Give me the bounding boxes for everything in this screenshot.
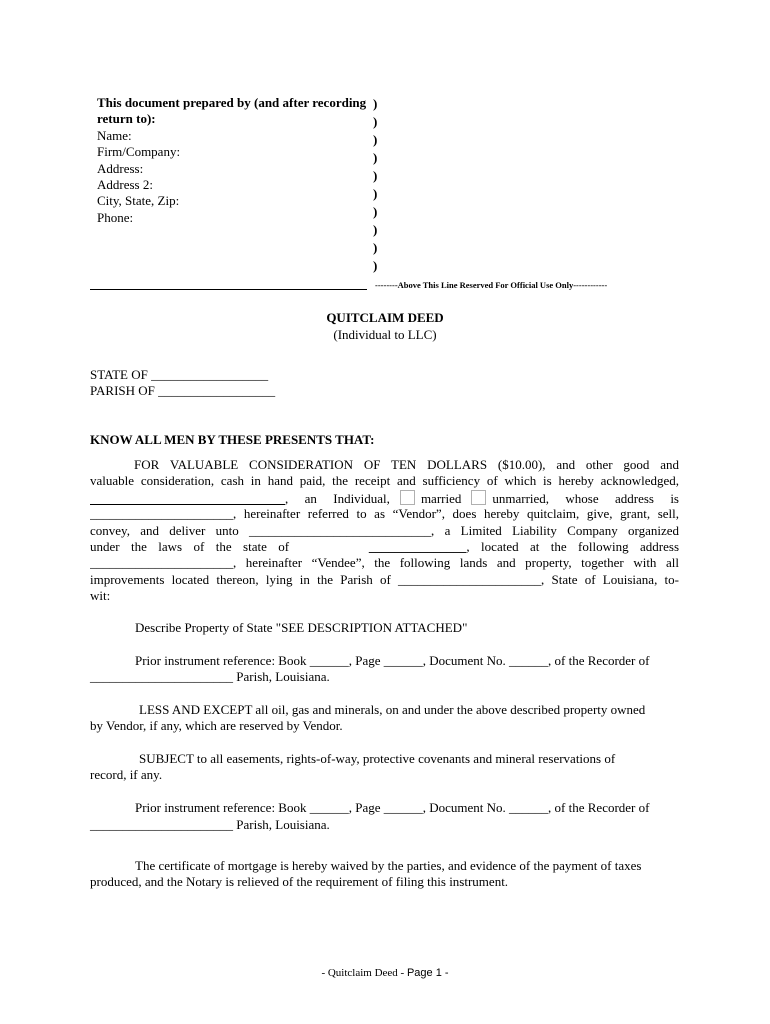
laws-of-state-text: under the laws of the state of (90, 538, 290, 554)
page-footer (0, 965, 770, 981)
paren: ) (373, 150, 378, 165)
field-firm: Firm/Company: (97, 144, 181, 160)
certificate-line-a: The certificate of mortgage is hereby waived by the parties, and evidence of the payment of taxes (135, 858, 642, 873)
field-name: Name: (97, 127, 132, 143)
footer-doc-name: - Quitclaim Deed - (321, 967, 407, 979)
document-subtitle: (Individual to LLC) (333, 327, 437, 342)
unmarried-label: unmarried, whose address is (492, 490, 679, 506)
vendor-name-blank: ______________________________ (90, 490, 285, 506)
bracket-column (373, 95, 385, 275)
consideration-line-1: FOR VALUABLE CONSIDERATION OF TEN DOLLARS ($10.00), and other good and (134, 457, 679, 472)
paren: ) (373, 186, 378, 201)
prior-reference-1-line-b: ______________________ Parish, Louisiana. (90, 669, 330, 684)
know-all-heading: KNOW ALL MEN BY THESE PRESENTS THAT: (90, 432, 375, 447)
consideration-line-6 (90, 539, 679, 555)
located-at-text: , located at the following address (466, 538, 679, 554)
consideration-line-2: valuable consideration, cash in hand paid, the receipt and sufficiency of which is hereby acknowledged, (90, 473, 679, 489)
paren: ) (373, 114, 378, 129)
prior-reference-1-line-a: Prior instrument reference: Book ______, Page ______, Document No. ______, of the Recorder of (135, 653, 650, 668)
subject-to-line-b: record, if any. (90, 767, 163, 782)
married-label: married (420, 490, 462, 506)
field-address-2: Address 2: (97, 177, 153, 193)
paren: ) (373, 222, 378, 237)
individual-text: , an Individual, (285, 490, 390, 506)
married-checkbox[interactable] (400, 490, 415, 505)
field-address: Address: (97, 160, 144, 176)
parish-of-line: PARISH OF __________________ (90, 383, 276, 398)
return-to-label: return to): (97, 111, 156, 127)
preparer-block (97, 95, 369, 226)
field-city-state-zip: City, State, Zip: (97, 193, 180, 209)
consideration-line-3 (90, 490, 679, 506)
less-except-line-b: by Vendor, if any, which are reserved by Vendor. (90, 718, 343, 733)
consideration-line-5: convey, and deliver unto ____________________________, a Limited Liability Company organized (90, 522, 679, 538)
state-of-line: STATE OF __________________ (90, 367, 269, 382)
official-use-note: --------Above This Line Reserved For Official Use Only------------ (375, 280, 608, 290)
consideration-line-4: ______________________, hereinafter referred to as “Vendor”, does hereby quitclaim, give, grant, sell, (90, 506, 679, 522)
certificate-line-b: produced, and the Notary is relieved of the requirement of filing this instrument. (90, 874, 509, 889)
less-except-line-a: LESS AND EXCEPT all oil, gas and minerals, on and under the above described property owned (139, 702, 646, 717)
subject-to-line-a: SUBJECT to all easements, rights-of-way, protective covenants and mineral reservations of (139, 751, 616, 766)
paren: ) (373, 240, 378, 255)
prior-reference-2-line-a: Prior instrument reference: Book ______, Page ______, Document No. ______, of the Recorder of (135, 800, 650, 815)
consideration-line-7: ______________________, hereinafter “Vendee”, the following lands and property, together with all (90, 555, 679, 571)
paren: ) (373, 168, 378, 183)
prepared-by-label: This document prepared by (and after recording (97, 95, 367, 110)
consideration-paragraph (90, 457, 679, 605)
paren: ) (373, 96, 378, 111)
consideration-line-9: wit: (90, 588, 111, 604)
prior-reference-2-line-b: ______________________ Parish, Louisiana. (90, 817, 330, 832)
state-blank: _______________ (368, 538, 467, 554)
paren: ) (373, 132, 378, 147)
recording-divider-line (90, 289, 367, 290)
paren: ) (373, 258, 378, 273)
footer-page-number: Page 1 - (406, 967, 449, 979)
document-title: QUITCLAIM DEED (326, 310, 444, 325)
paren: ) (373, 204, 378, 219)
unmarried-checkbox[interactable] (471, 490, 486, 505)
field-phone: Phone: (97, 209, 134, 225)
consideration-line-8: improvements located thereon, lying in the Parish of ______________________, State of Louisiana, to- (90, 571, 679, 587)
property-description: Describe Property of State "SEE DESCRIPTION ATTACHED" (135, 620, 468, 635)
